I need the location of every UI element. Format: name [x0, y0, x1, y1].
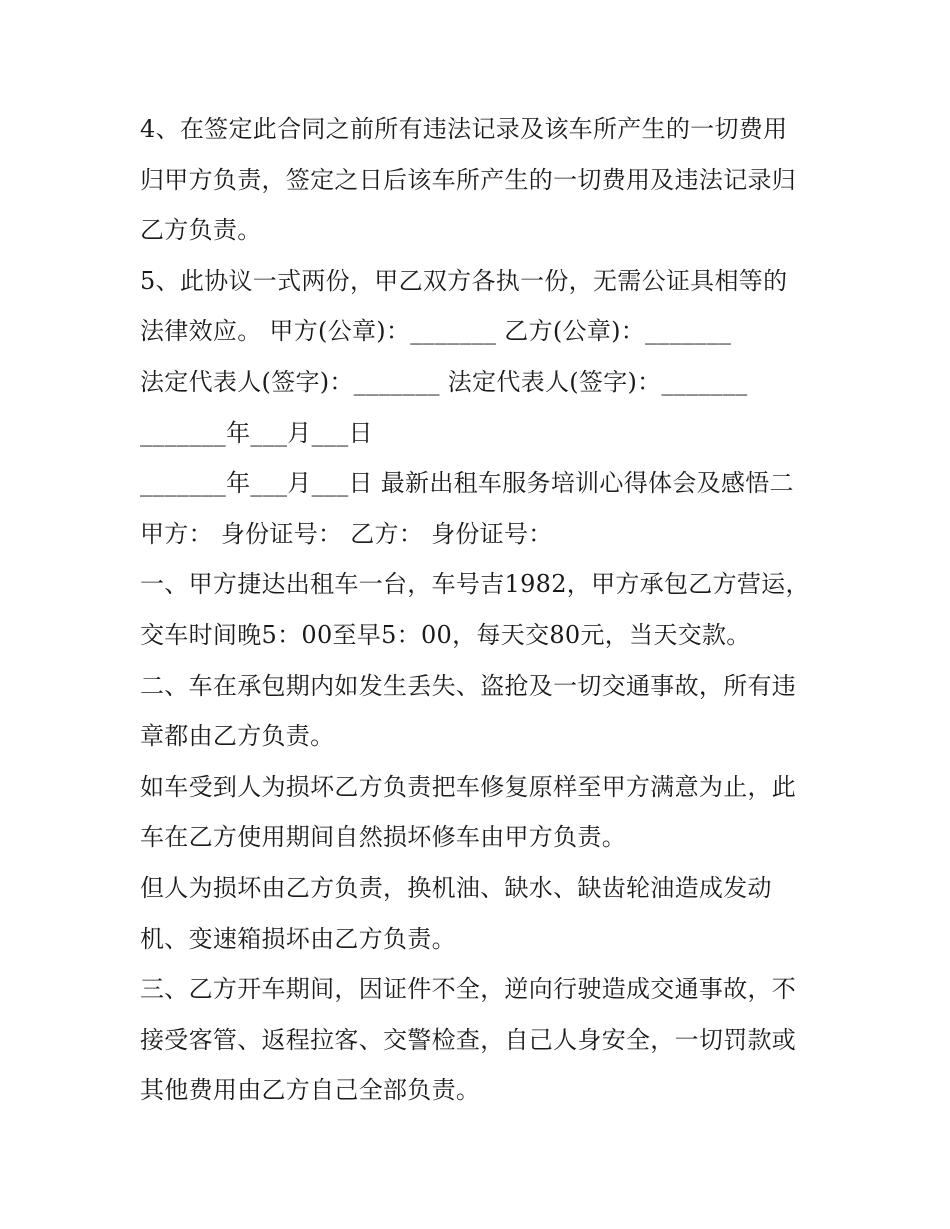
text-line: 甲方： 身份证号： 乙方： 身份证号： [140, 519, 553, 548]
text-line: 章都由乙方负责。 [140, 722, 335, 751]
text-line: 车在乙方使用期间自然损坏修车由甲方负责。 [140, 823, 626, 852]
document-body [140, 104, 820, 1116]
text-line: _______年___月___日 [140, 418, 373, 447]
text-line: 5、此协议一式两份，甲乙双方各执一份，无需公证具相等的 [140, 266, 788, 295]
text-line: 4、在签定此合同之前所有违法记录及该车所产生的一切费用 [140, 115, 788, 143]
text-line: 三、乙方开车期间，因证件不全，逆向行驶造成交通事故，不 [140, 975, 797, 1004]
text-line: 归甲方负责，签定之日后该车所产生的一切费用及违法记录归 [140, 165, 797, 194]
text-line: 接受客管、返程拉客、交警检查，自己人身安全，一切罚款或 [140, 1025, 797, 1054]
text-line: 乙方负责。 [140, 216, 262, 245]
text-line: 法定代表人(签字)：_______ 法定代表人(签字)：_______ [140, 367, 748, 396]
text-line: 二、车在承包期内如发生丢失、盗抢及一切交通事故，所有违 [140, 671, 797, 700]
text-line: 一、甲方捷达出租车一台，车号吉1982，甲方承包乙方营运， [140, 570, 810, 599]
text-line: 法律效应。 甲方(公章)：_______ 乙方(公章)：_______ [140, 317, 732, 346]
text-line: 机、变速箱损坏由乙方负责。 [140, 924, 456, 953]
text-line: _______年___月___日 最新出租车服务培训心得体会及感悟二 [140, 469, 794, 498]
text-line: 但人为损坏由乙方负责，换机油、缺水、缺齿轮油造成发动 [140, 873, 772, 902]
text-line: 其他费用由乙方自己全部负责。 [140, 1076, 481, 1105]
text-line: 交车时间晚5：00至早5：00，每天交80元，当天交款。 [140, 620, 751, 649]
text-line: 如车受到人为损坏乙方负责把车修复原样至甲方满意为止，此 [140, 772, 797, 801]
